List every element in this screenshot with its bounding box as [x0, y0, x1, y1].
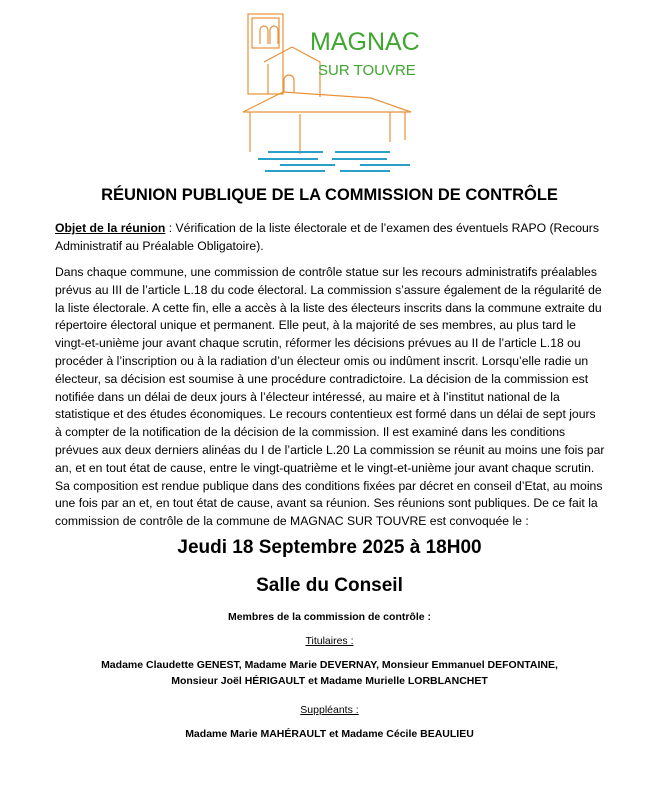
members-heading: Membres de la commission de contrôle : [227, 611, 432, 623]
body-line: à compter de la notification de la décision de la commission. Il est examiné dans les conditions [55, 425, 566, 440]
body-line: prévues aux deux derniers alinéas du I de l’article L.20 La commission se réunit au moins une fois par [55, 442, 605, 457]
meeting-place: Salle du Conseil [256, 575, 403, 596]
body-line: an, et en tout état de cause, entre le vingt-quatrième et le vingt-et-unième jour avant chaque scrutin. [55, 460, 595, 475]
logo-text-magnac: MAGNAC [310, 28, 420, 56]
body-line: répertoire électoral unique et permanent. Elle peut, à la majorité de ses membres, au plus tard le [55, 318, 576, 333]
body-line: statistique et des études économiques. Le recours contentieux est formé dans un délai de sept jours [55, 407, 596, 422]
body-line: procéder à l’inscription ou à la radiation d’un électeur omis ou indûment inscrit. Lorsqu’elle radie un [55, 353, 589, 368]
objet-text: Administratif au Préalable Obligatoire). [55, 238, 264, 253]
body-line: notifiée dans un délai de deux jours à l’électeur intéressé, au maire et à l’institut national de la [55, 389, 560, 404]
body-line: Sa composition est rendue publique dans des conditions fixées par décret en conseil d’Etat, au moins [55, 478, 603, 493]
titulaires-line: Monsieur Joël HÉRIGAULT et Madame Murielle LORBLANCHET [171, 675, 488, 687]
body-line: la liste électorale. A cette fin, elle a accès à la liste des électeurs inscrits dans la commune extraite du [55, 300, 602, 315]
body-paragraph [55, 264, 625, 531]
objet-text: : Vérification de la liste électorale et de l’examen des éventuels RAPO (Recours [165, 221, 599, 235]
body-line: vingt-et-unième jour avant chaque scrutin, réformer les décisions prévues au II de l’article L.18 ou [55, 336, 581, 351]
page-title: RÉUNION PUBLIQUE DE LA COMMISSION DE CONTRÔLE [101, 186, 558, 204]
titulaires-line: Madame Claudette GENEST, Madame Marie DEVERNAY, Monsieur Emmanuel DEFONTAINE, [101, 659, 558, 671]
objet-label: Objet de la réunion [55, 221, 166, 235]
body-line: électeur, sa décision est soumise à une procédure contradictoire. La décision de la commission est [55, 371, 589, 386]
body-line: Dans chaque commune, une commission de contrôle statue sur les recours administratifs préalables [55, 265, 597, 279]
suppleants-line: Madame Marie MAHÉRAULT et Madame Cécile BEAULIEU [185, 728, 474, 740]
body-line: prévus au III de l’article L.18 du code électoral. La commission s’assure également de la régularité de [55, 282, 602, 297]
titulaires-label: Titulaires : [305, 635, 354, 647]
logo-text-sur-touvre: SUR TOUVRE [318, 62, 416, 79]
objet-paragraph [55, 220, 625, 256]
body-line: commission de contrôle de la commune de MAGNAC SUR TOUVRE est convoquée le : [55, 514, 529, 529]
body-line: une fois par an et, en tout état de cause, avant sa réunion. Ses réunions sont publiques. De ce fait la [55, 496, 598, 511]
logo-image [240, 4, 420, 174]
town-logo [240, 4, 420, 174]
meeting-date: Jeudi 18 Septembre 2025 à 18H00 [177, 537, 482, 558]
suppleants-label: Suppléants : [300, 704, 359, 716]
